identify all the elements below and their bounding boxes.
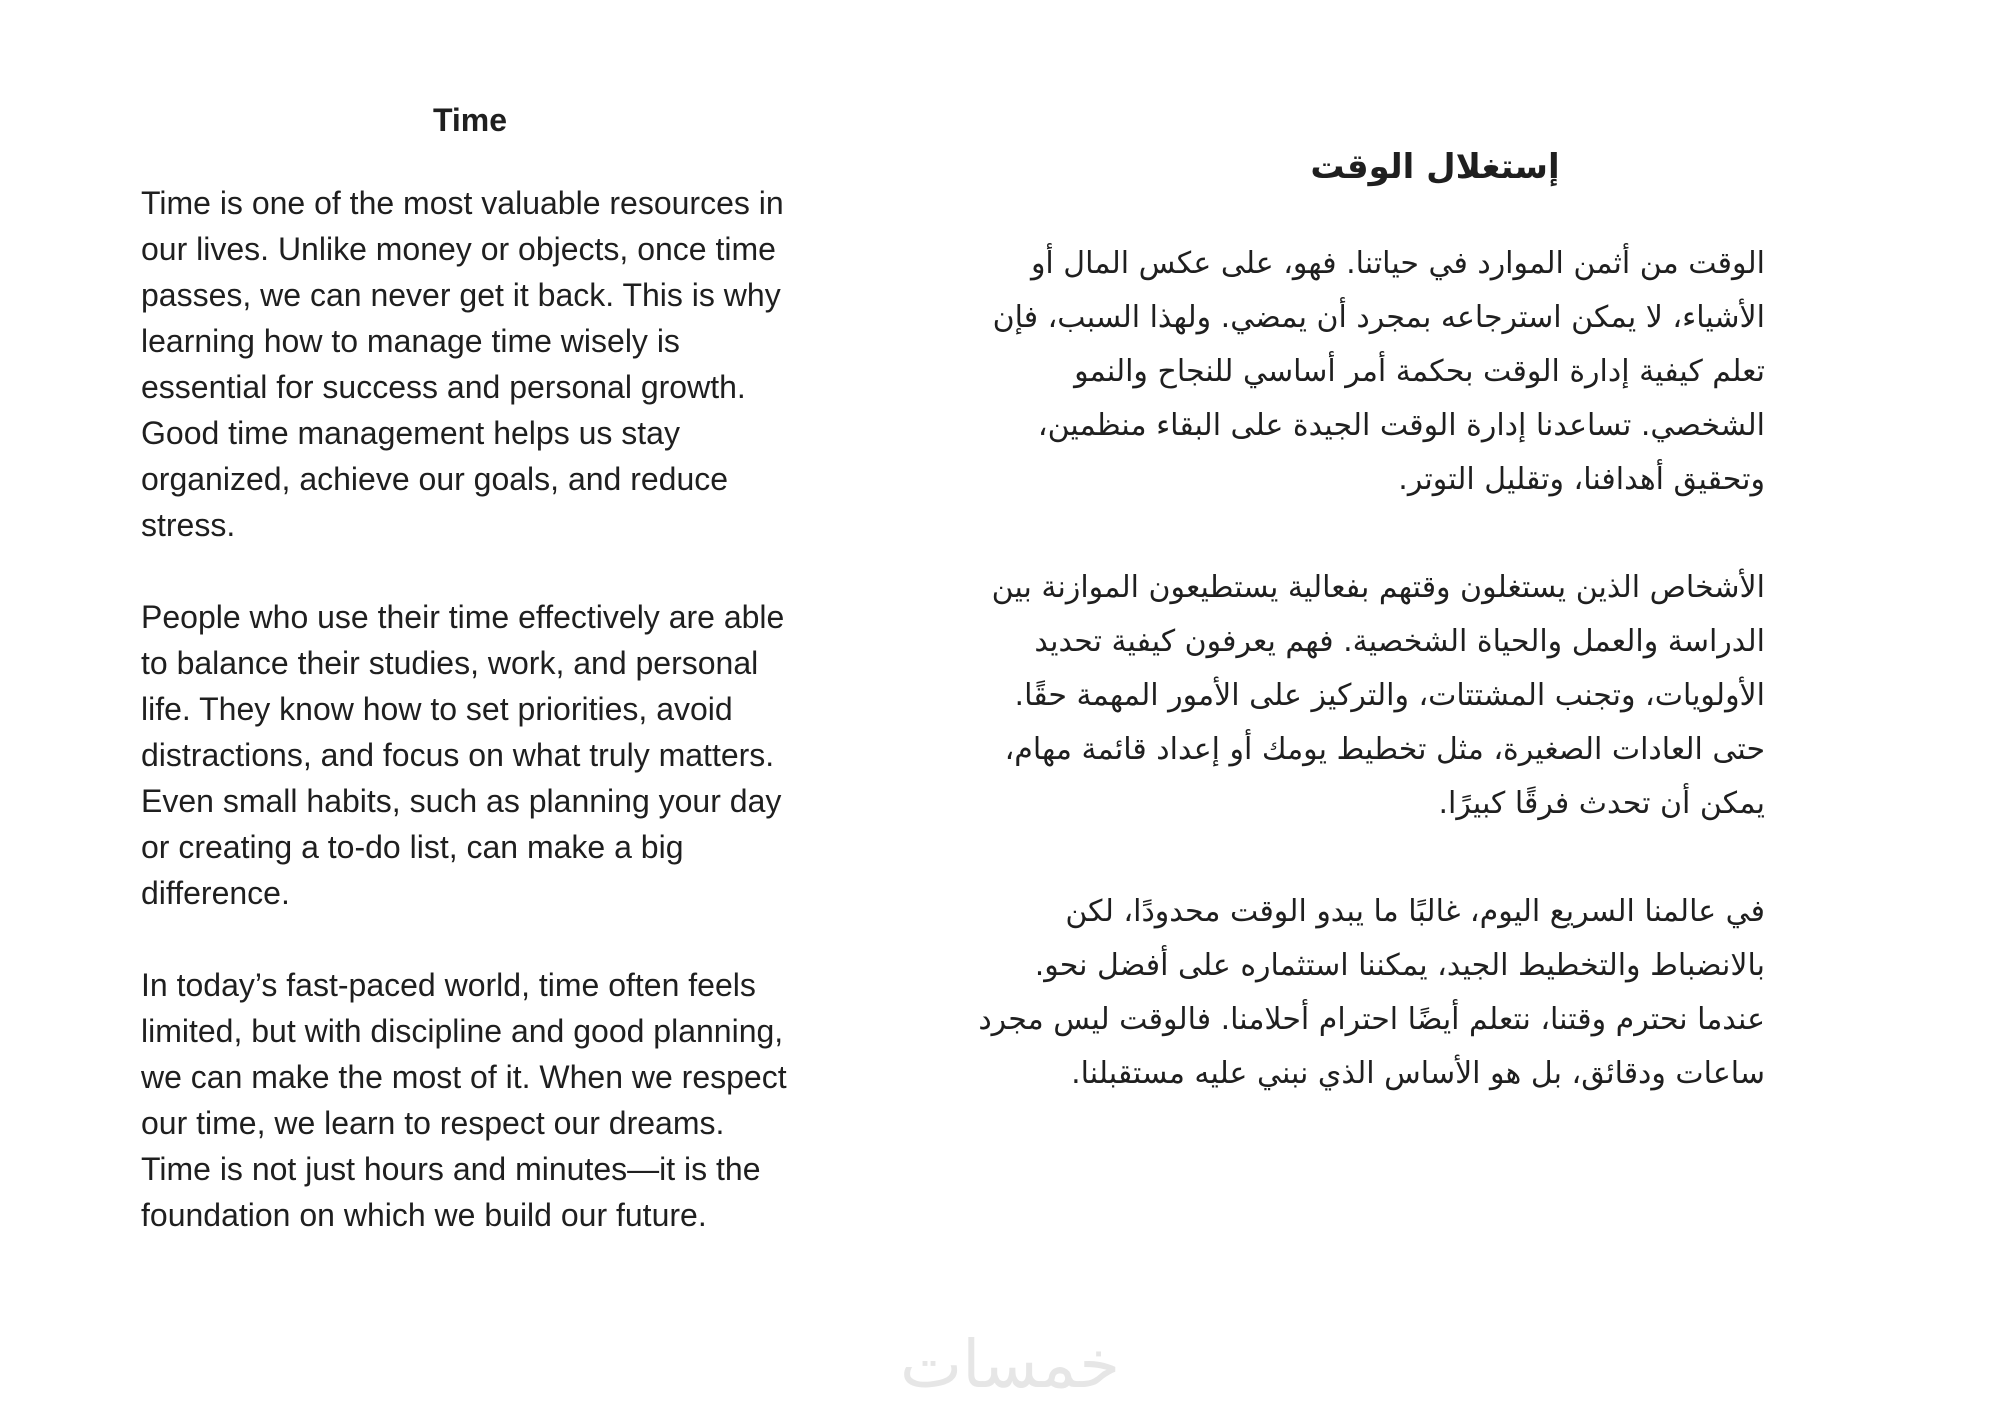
watermark-text: خمسات — [899, 1326, 1121, 1403]
english-paragraph-3: In today’s fast-paced world, time often feels limited, but with discipline and good planning, we can make the most of it. When we respect our time, we learn to respect our dreams. Time is not just hours and minutes—it is the foundation on which we build our future. — [141, 966, 787, 1233]
arabic-column — [975, 145, 1765, 1155]
arabic-paragraph-1: الوقت من أثمن الموارد في حياتنا. فهو، على عكس المال أو الأشياء، لا يمكن استرجاعه بمجرد أن يمضي. ولهذا السبب، فإن تعلم كيفية إدارة الوقت بحكمة أمر أساسي للنجاح والنمو الشخصي. تساعدنا إدارة الوقت الجيدة على البقاء منظمين، وتحقيق أهدافنا، وتقليل التوتر. — [992, 246, 1765, 498]
watermark-logo — [880, 1326, 1140, 1403]
english-paragraph-2: People who use their time effectively are able to balance their studies, work, and personal life. They know how to set priorities, avoid distractions, and focus on what truly matters. Even small habits, such as planning your day or creating a to-do list, can make a big difference. — [141, 598, 785, 911]
english-column — [141, 100, 801, 1284]
arabic-paragraph-2: الأشخاص الذين يستغلون وقتهم بفعالية يستطيعون الموازنة بين الدراسة والعمل والحياة الشخصية. فهم يعرفون كيفية تحديد الأولويات، وتجنب المشتتات، والتركيز على الأمور المهمة حقًا. حتى العادات الصغيرة، مثل تخطيط يومك أو إعداد قائمة مهام، يمكن أن تحدث فرقًا كبيرًا. — [991, 570, 1765, 822]
arabic-title: إستغلال الوقت — [1310, 147, 1560, 187]
english-paragraph-1: Time is one of the most valuable resources in our lives. Unlike money or objects, once time passes, we can never get it back. This is why learning how to manage time wisely is essential for success and personal growth. Good time management helps us stay organized, achieve our goals, and reduce stress. — [141, 184, 784, 543]
arabic-paragraph-3: في عالمنا السريع اليوم، غالبًا ما يبدو الوقت محدودًا، لكن بالانضباط والتخطيط الجيد، يمكننا استثماره على أفضل نحو. عندما نحترم وقتنا، نتعلم أيضًا احترام أحلامنا. فالوقت ليس مجرد ساعات ودقائق، بل هو الأساس الذي نبني عليه مستقبلنا. — [978, 894, 1765, 1092]
english-title: Time — [432, 102, 508, 138]
